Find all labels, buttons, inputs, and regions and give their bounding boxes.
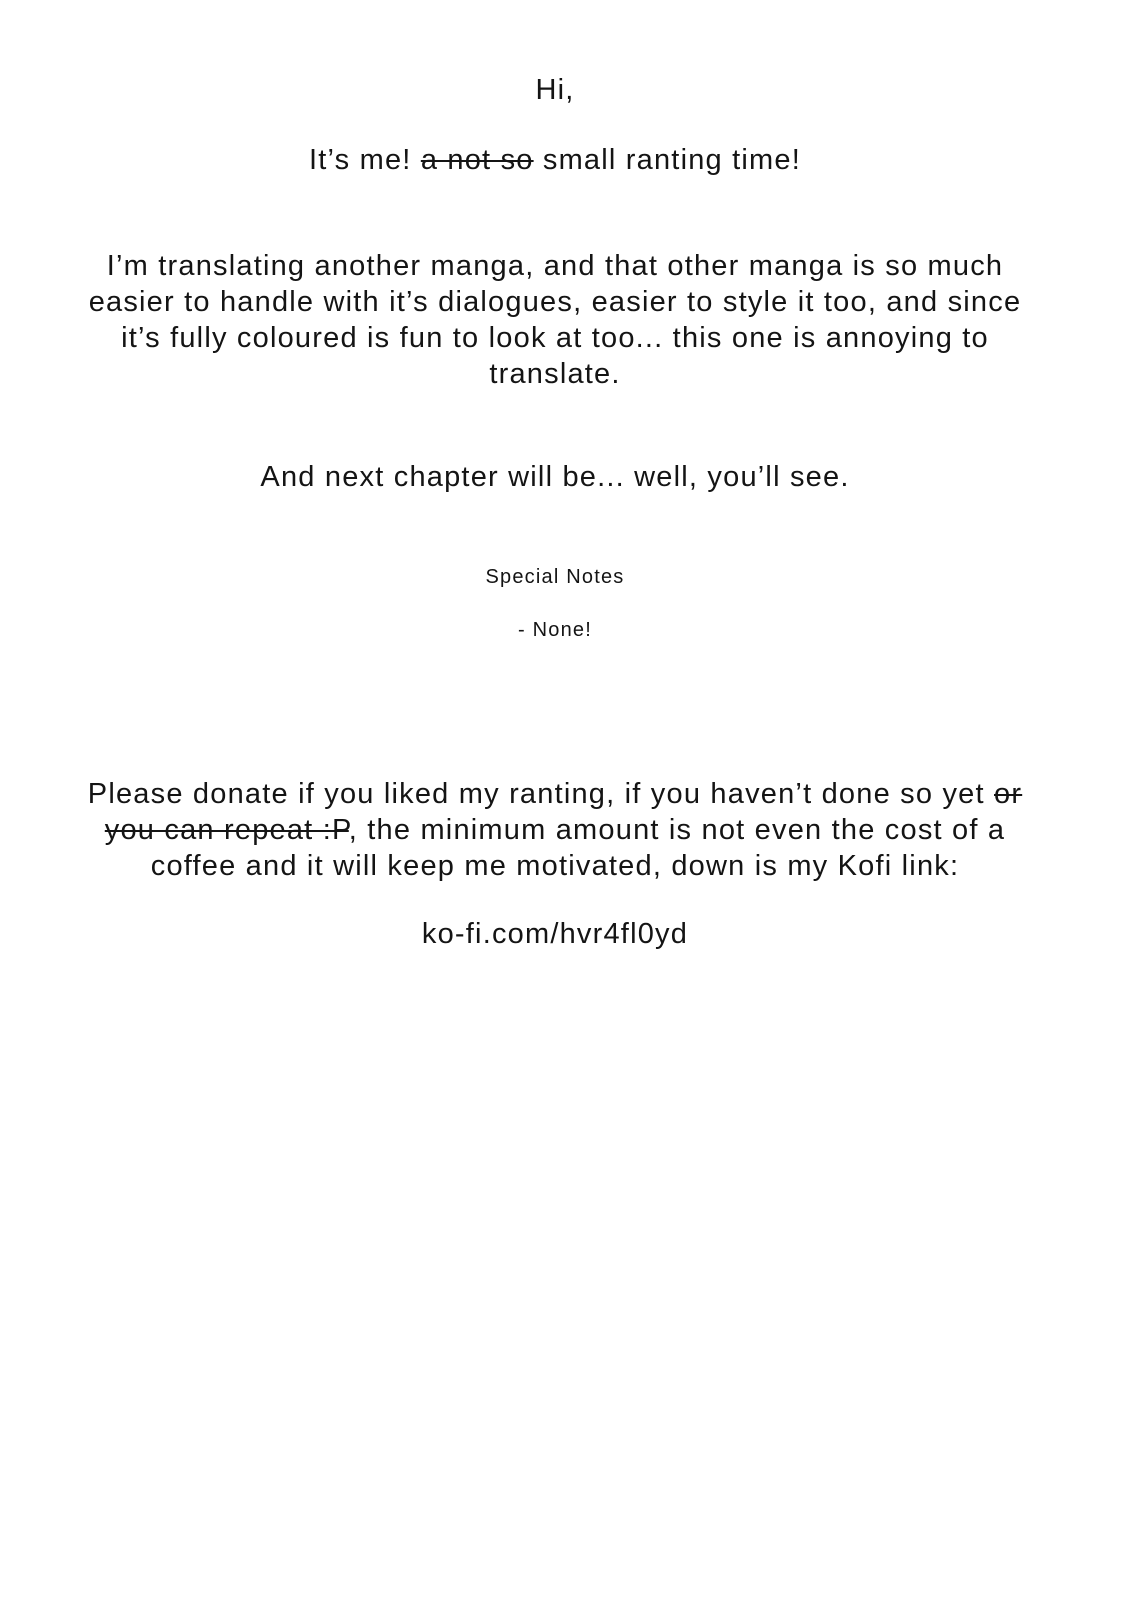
kofi-link: ko-fi.com/hvr4fl0yd [421, 918, 689, 950]
donate-line-1 [30, 776, 1080, 812]
intro-line [0, 144, 1110, 177]
next-chapter-text: And next chapter will be... well, you’ll see. [260, 461, 850, 493]
donate-line-1-text: Please donate if you liked my ranting, if you haven’t done so yet [87, 778, 994, 810]
special-notes-item: - None! [518, 619, 592, 641]
paragraph-line: easier to handle with it’s dialogues, easier to style it too, and since [88, 286, 1022, 318]
donate-paragraph [30, 776, 1080, 884]
donate-line-2-text: , the minimum amount is not even the cost of a [348, 814, 1006, 846]
donate-line-2 [30, 812, 1080, 848]
special-notes-heading: Special Notes [485, 566, 625, 588]
intro-struck-text: a not so [420, 144, 534, 176]
intro-before: It’s me! [309, 144, 421, 176]
donate-struck-repeat: you can repeat :P [104, 814, 349, 846]
greeting: Hi, [535, 74, 575, 106]
translating-paragraph [30, 248, 1080, 392]
donate-struck-or: or [994, 778, 1023, 810]
paragraph-line: translate. [489, 358, 621, 390]
donate-line-3: coffee and it will keep me motivated, down is my Kofi link: [150, 850, 960, 882]
paragraph-line: it’s fully coloured is fun to look at too... this one is annoying to [121, 322, 989, 354]
intro-after: small ranting time! [533, 144, 801, 176]
paragraph-line: I’m translating another manga, and that other manga is so much [106, 250, 1004, 282]
